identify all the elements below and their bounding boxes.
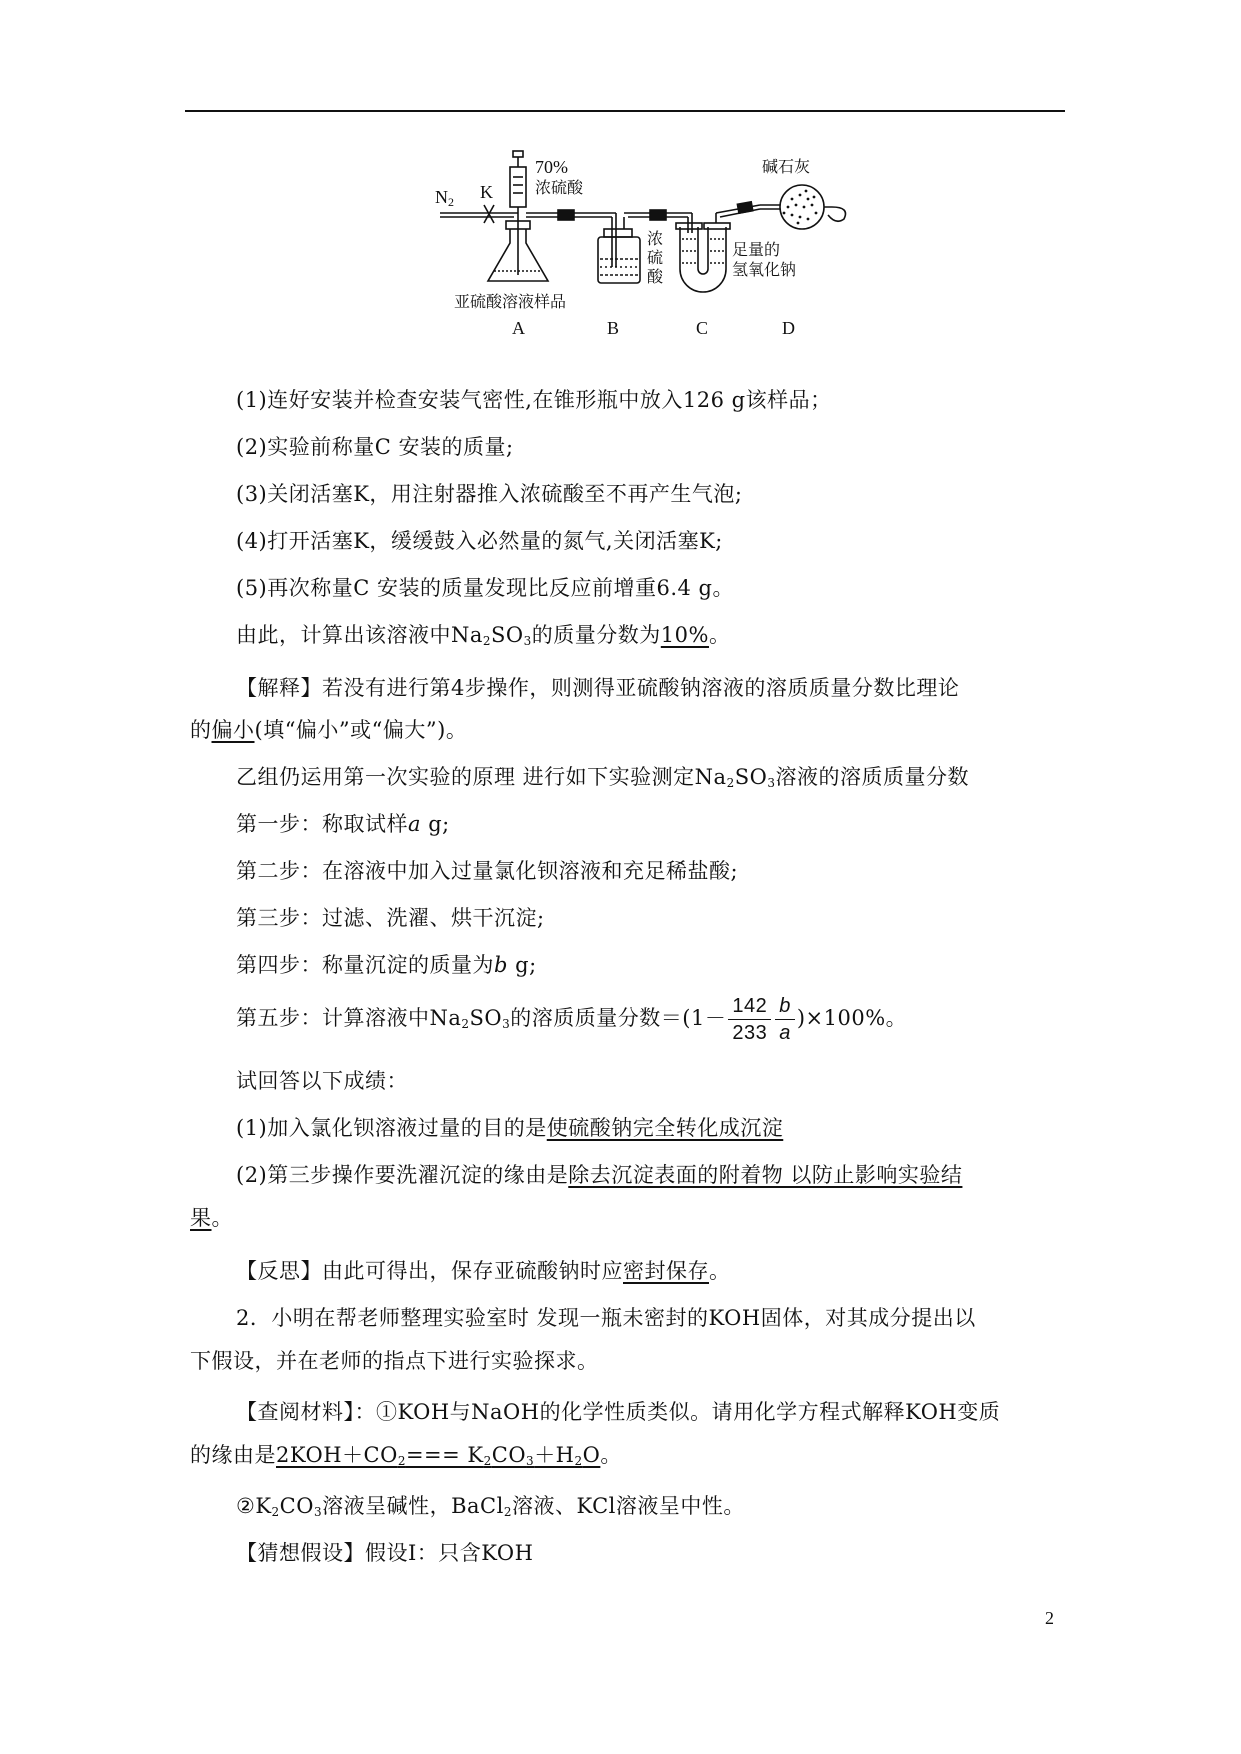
materials-line-3: $②K_2CO_3$溶液呈碱性，BaCl$_2$溶液、KCl溶液呈中性。 (236, 1494, 745, 1519)
label-sample: 亚硫酸溶液样品 (454, 292, 567, 311)
answer-mass-fraction: 10% (660, 623, 709, 647)
label-k: K (480, 182, 493, 202)
fraction-142-233: $\frac{142}{233}$ (728, 993, 771, 1046)
label-naoh-2: 氢氧化钠 (732, 260, 797, 279)
clamp-k (484, 205, 494, 223)
label-b-acid-1: 浓 (647, 229, 664, 248)
apparatus-figure (435, 143, 860, 378)
step-three: 第三步：过滤、洗濯、烘干沉淀; (236, 906, 545, 930)
answer-q2: 除去沉淀表面的附着物 以防止影响实验结 (568, 1163, 963, 1187)
materials-line-2: 的缘由是$2KOH+CO_2=== K_2CO_3+H_2O$。 (190, 1443, 622, 1468)
label-acid-name: 浓硫酸 (535, 178, 584, 197)
materials-line-1: 【查阅材料】：①KOH与NaOH的化学性质类似。请用化学方程式解释KOH变质 (236, 1400, 1001, 1424)
step-5: (5)再次称量C 安装的质量发现比反应前增重6.4 g。 (236, 576, 735, 600)
step-1: (1)连好安装并检查安装气密性,在锥形瓶中放入126 g该样品； (236, 388, 832, 412)
label-b: B (607, 318, 620, 338)
bottle-b-stopper (604, 229, 632, 237)
label-n2: $N_2$ (435, 187, 454, 209)
bottle-b (598, 237, 640, 283)
drying-ball-d (780, 185, 824, 229)
explanation-line-1: 【解释】若没有进行第4步操作，则测得亚硫酸钠溶液的溶质质量分数比理论 (236, 676, 960, 700)
label-b-acid-3: 酸 (647, 267, 664, 286)
result-line: 由此，计算出该溶液中$Na_2SO_3$的质量分数为10%。 (236, 623, 731, 648)
header-rule (185, 110, 1065, 112)
step-3: (3)关闭活塞K，用注射器推入浓硫酸至不再产生气泡; (236, 482, 743, 506)
step-2: (2)实验前称量C 安装的质量; (236, 435, 514, 459)
u-tube-c (680, 227, 726, 292)
label-a: A (512, 318, 525, 338)
question-1: (1)加入氯化钡溶液过量的目的是使硫酸钠完全转化成沉淀 (236, 1116, 784, 1140)
problem-2-line-1: 2．小明在帮老师整理实验室时 发现一瓶未密封的KOH固体，对其成分提出以 (236, 1306, 976, 1330)
problem-2-line-2: 下假设，并在老师的指点下进行实验探求。 (190, 1349, 599, 1373)
label-b-acid-2: 硫 (647, 248, 664, 267)
page-number: 2 (1045, 1608, 1054, 1628)
step-4: (4)打开活塞K，缓缓鼓入必然量的氮气,关闭活塞K; (236, 529, 723, 553)
answer-smaller: 偏小 (211, 718, 255, 742)
question-2-cont: 果。 (190, 1206, 233, 1230)
step-two: 第二步：在溶液中加入过量氯化钡溶液和充足稀盐酸; (236, 859, 739, 883)
label-c: C (696, 318, 709, 338)
fraction-b-a: $\frac{b}{a}$ (775, 993, 795, 1046)
label-soda-lime: 碱石灰 (762, 157, 811, 176)
syringe-plunger-top (513, 151, 523, 157)
question-2: (2)第三步操作要洗濯沉淀的缘由是除去沉淀表面的附着物 以防止影响实验结 (236, 1163, 963, 1187)
step-four: 第四步：称量沉淀的质量为b g; (236, 953, 537, 977)
step-one: 第一步：称取试样a g; (236, 812, 450, 836)
answer-q2-cont: 果 (190, 1206, 212, 1230)
group-b-intro: 乙组仍运用第一次实验的原理 进行如下实验测定$Na_2SO_3$溶液的溶质质量分数 (236, 765, 969, 790)
answer-q1: 使硫酸钠完全转化成沉淀 (546, 1116, 784, 1140)
step-five: 第五步：计算溶液中$Na_2SO_3$的溶质质量分数＝(1－ $\frac{142}{233}$ $\frac{b}{a}$ )×100%。 (236, 995, 908, 1044)
label-acid-percent: 70% (535, 157, 568, 177)
label-d: D (782, 318, 795, 338)
question-prompt: 试回答以下成绩： (236, 1069, 408, 1093)
label-naoh-1: 足量的 (732, 240, 781, 259)
answer-reflection: 密封保存 (623, 1259, 709, 1283)
hypothesis-line: 【猜想假设】假设Ⅰ：只含KOH (236, 1541, 534, 1565)
answer-equation: $2KOH+CO_2=== K_2CO_3+H_2O$ (276, 1443, 601, 1468)
reflection-line: 【反思】由此可得出，保存亚硫酸钠时应密封保存。 (236, 1259, 731, 1283)
explanation-line-2: 的偏小(填“偏小”或“偏大”)。 (190, 718, 468, 742)
syringe-barrel (510, 167, 526, 207)
